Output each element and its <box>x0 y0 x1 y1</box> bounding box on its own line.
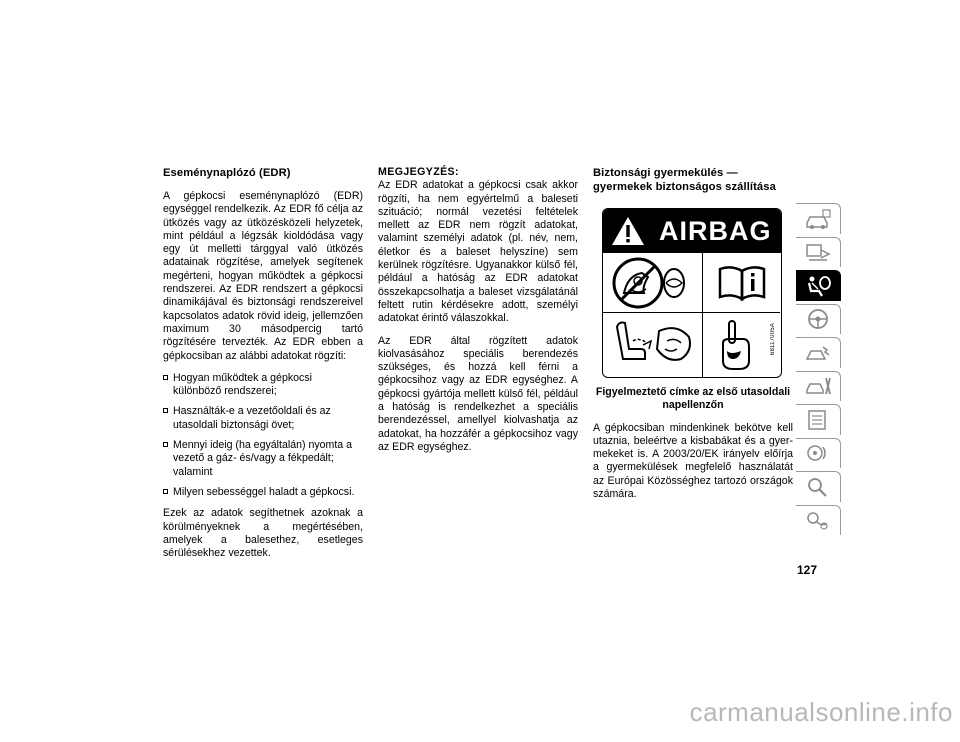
edr-closing-paragraph: Ezek az adatok segíthetnek azoknak a körülményeknek a megértésében, amelyek a balesethez, esetleges sérülésekhez vezettek. <box>163 507 363 560</box>
search-icon <box>803 475 833 499</box>
chapter-tabs <box>796 203 841 538</box>
tab-safety[interactable] <box>796 270 841 301</box>
tab-multimedia[interactable] <box>796 438 841 469</box>
column-edr <box>163 166 363 569</box>
language-icon <box>803 508 833 532</box>
note-text: Az EDR adatokat a gépkocsi csak akkor rögzíti, ha nem egyértelmű a baleseti szituáció; normál vezetési feltételek mellett az EDR nem rögzít adatokat, valamint személyi adatok (pl. név, nem, életkor és a baleset helyszíne) sem kerülnek rögzítésre. Ugyanakkor külső fél, például a hatóság az EDR adatokat összekapcsolhatja a baleset vizsgálatánál feltett rutin kérdésekre adott, személyi adatokat érintő válaszokkal. <box>378 179 578 325</box>
dashboard-warning-icon <box>803 240 833 264</box>
page-number: 127 <box>797 563 818 577</box>
list-item: Használták-e a vezetőoldali és az utasoldali biztonsági övet; <box>163 405 363 432</box>
tab-technical-specs[interactable] <box>796 404 841 435</box>
airbag-warning-label-figure <box>602 208 782 378</box>
section-heading-child-restraint: Biztonsági gyermekülés — gyermekek biztonságos szállítása <box>593 167 776 193</box>
car-crash-icon <box>803 341 833 365</box>
tab-vehicle-info[interactable] <box>796 203 841 234</box>
warning-triangle-icon <box>603 209 653 253</box>
section-heading-edr: Eseménynaplózó (EDR) <box>163 167 291 179</box>
airbag-seat-icon <box>803 274 833 298</box>
tab-dashboard[interactable] <box>796 237 841 268</box>
tab-index[interactable] <box>796 471 841 502</box>
label-part-number: 68117005A <box>770 323 776 356</box>
edr-readout-paragraph: Az EDR által rögzített adatok kiolvasásához speciális berendezés szükséges, és hozzá kell férni a gépkocsihoz vagy az EDR egységhez. A gépkocsi gyártója mellett külső fél, például a hatóság is rendelkezhet a speciális berendezéssel, amellyel kiolvashatja az adatokat, ha hozzáfér a gépkocsihoz vagy az EDR egységhez. <box>378 334 578 453</box>
column-child-seat <box>593 166 793 510</box>
tab-starting-driving[interactable] <box>796 304 841 335</box>
car-info-icon <box>803 207 833 231</box>
steering-wheel-icon <box>803 307 833 331</box>
index-list-icon <box>803 408 833 432</box>
airbag-label-header <box>603 209 781 253</box>
tab-emergency[interactable] <box>796 337 841 368</box>
figure-caption: Figyelmeztető címke az első utasoldali napellenzőn <box>595 386 791 412</box>
column-note <box>378 166 578 463</box>
child-warning-icon <box>703 313 763 377</box>
airbag-label-pictograms <box>603 253 781 377</box>
multimedia-icon <box>803 441 833 465</box>
edr-data-list <box>163 372 363 499</box>
site-watermark: carmanualsonline.info <box>689 697 953 727</box>
child-seat-paragraph: A gépkocsiban mindenkinek bekötve kell utaznia, beleértve a kisbabákat és a gyermekeket is. A 2003/20/EK irányelv előírja a gyermekülések megfelelő használatát az Európai Közösséghez tartozó országok számára. <box>593 421 793 501</box>
list-item: Mennyi ideig (ha egyáltalán) nyomta a vezető a gáz- és/vagy a fékpedált; valamint <box>163 439 363 479</box>
note-label: MEGJEGYZÉS: <box>378 166 459 178</box>
no-rear-facing-seat-icon <box>603 253 703 313</box>
tab-servicing[interactable] <box>796 371 841 402</box>
service-tools-icon <box>803 374 833 398</box>
airbag-label-title: AIRBAG <box>659 215 772 246</box>
seat-airbag-deploy-icon <box>603 313 703 377</box>
note-block <box>378 166 578 326</box>
read-manual-icon <box>703 253 780 313</box>
list-item: Milyen sebességgel haladt a gépkocsi. <box>163 486 363 499</box>
tab-languages[interactable] <box>796 505 841 536</box>
list-item: Hogyan működtek a gépkocsi különböző rendszerei; <box>163 372 363 399</box>
edr-intro-paragraph: A gépkocsi eseménynaplózó (EDR) egységgel rendelkezik. Az EDR fő célja az ütközés vagy az ütközésközeli helyzetek, mint például a légzsák kioldódása vagy egy út melletti tárggyal való ütközés adatainak rögzítése, amelyek segítenek megérteni, hogyan működtek a gépkocsi rendszerei. Az EDR rendszert a gépkocsi dinamikájával és biztonsági rendszereivel kapcsolatos adatok rövid ideig, jellemzően maximum 30 másodpercig tartó rögzítésére tervezték. Az EDR ebben a gépkocsiban az alábbi adatokat rögzíti: <box>163 190 363 362</box>
